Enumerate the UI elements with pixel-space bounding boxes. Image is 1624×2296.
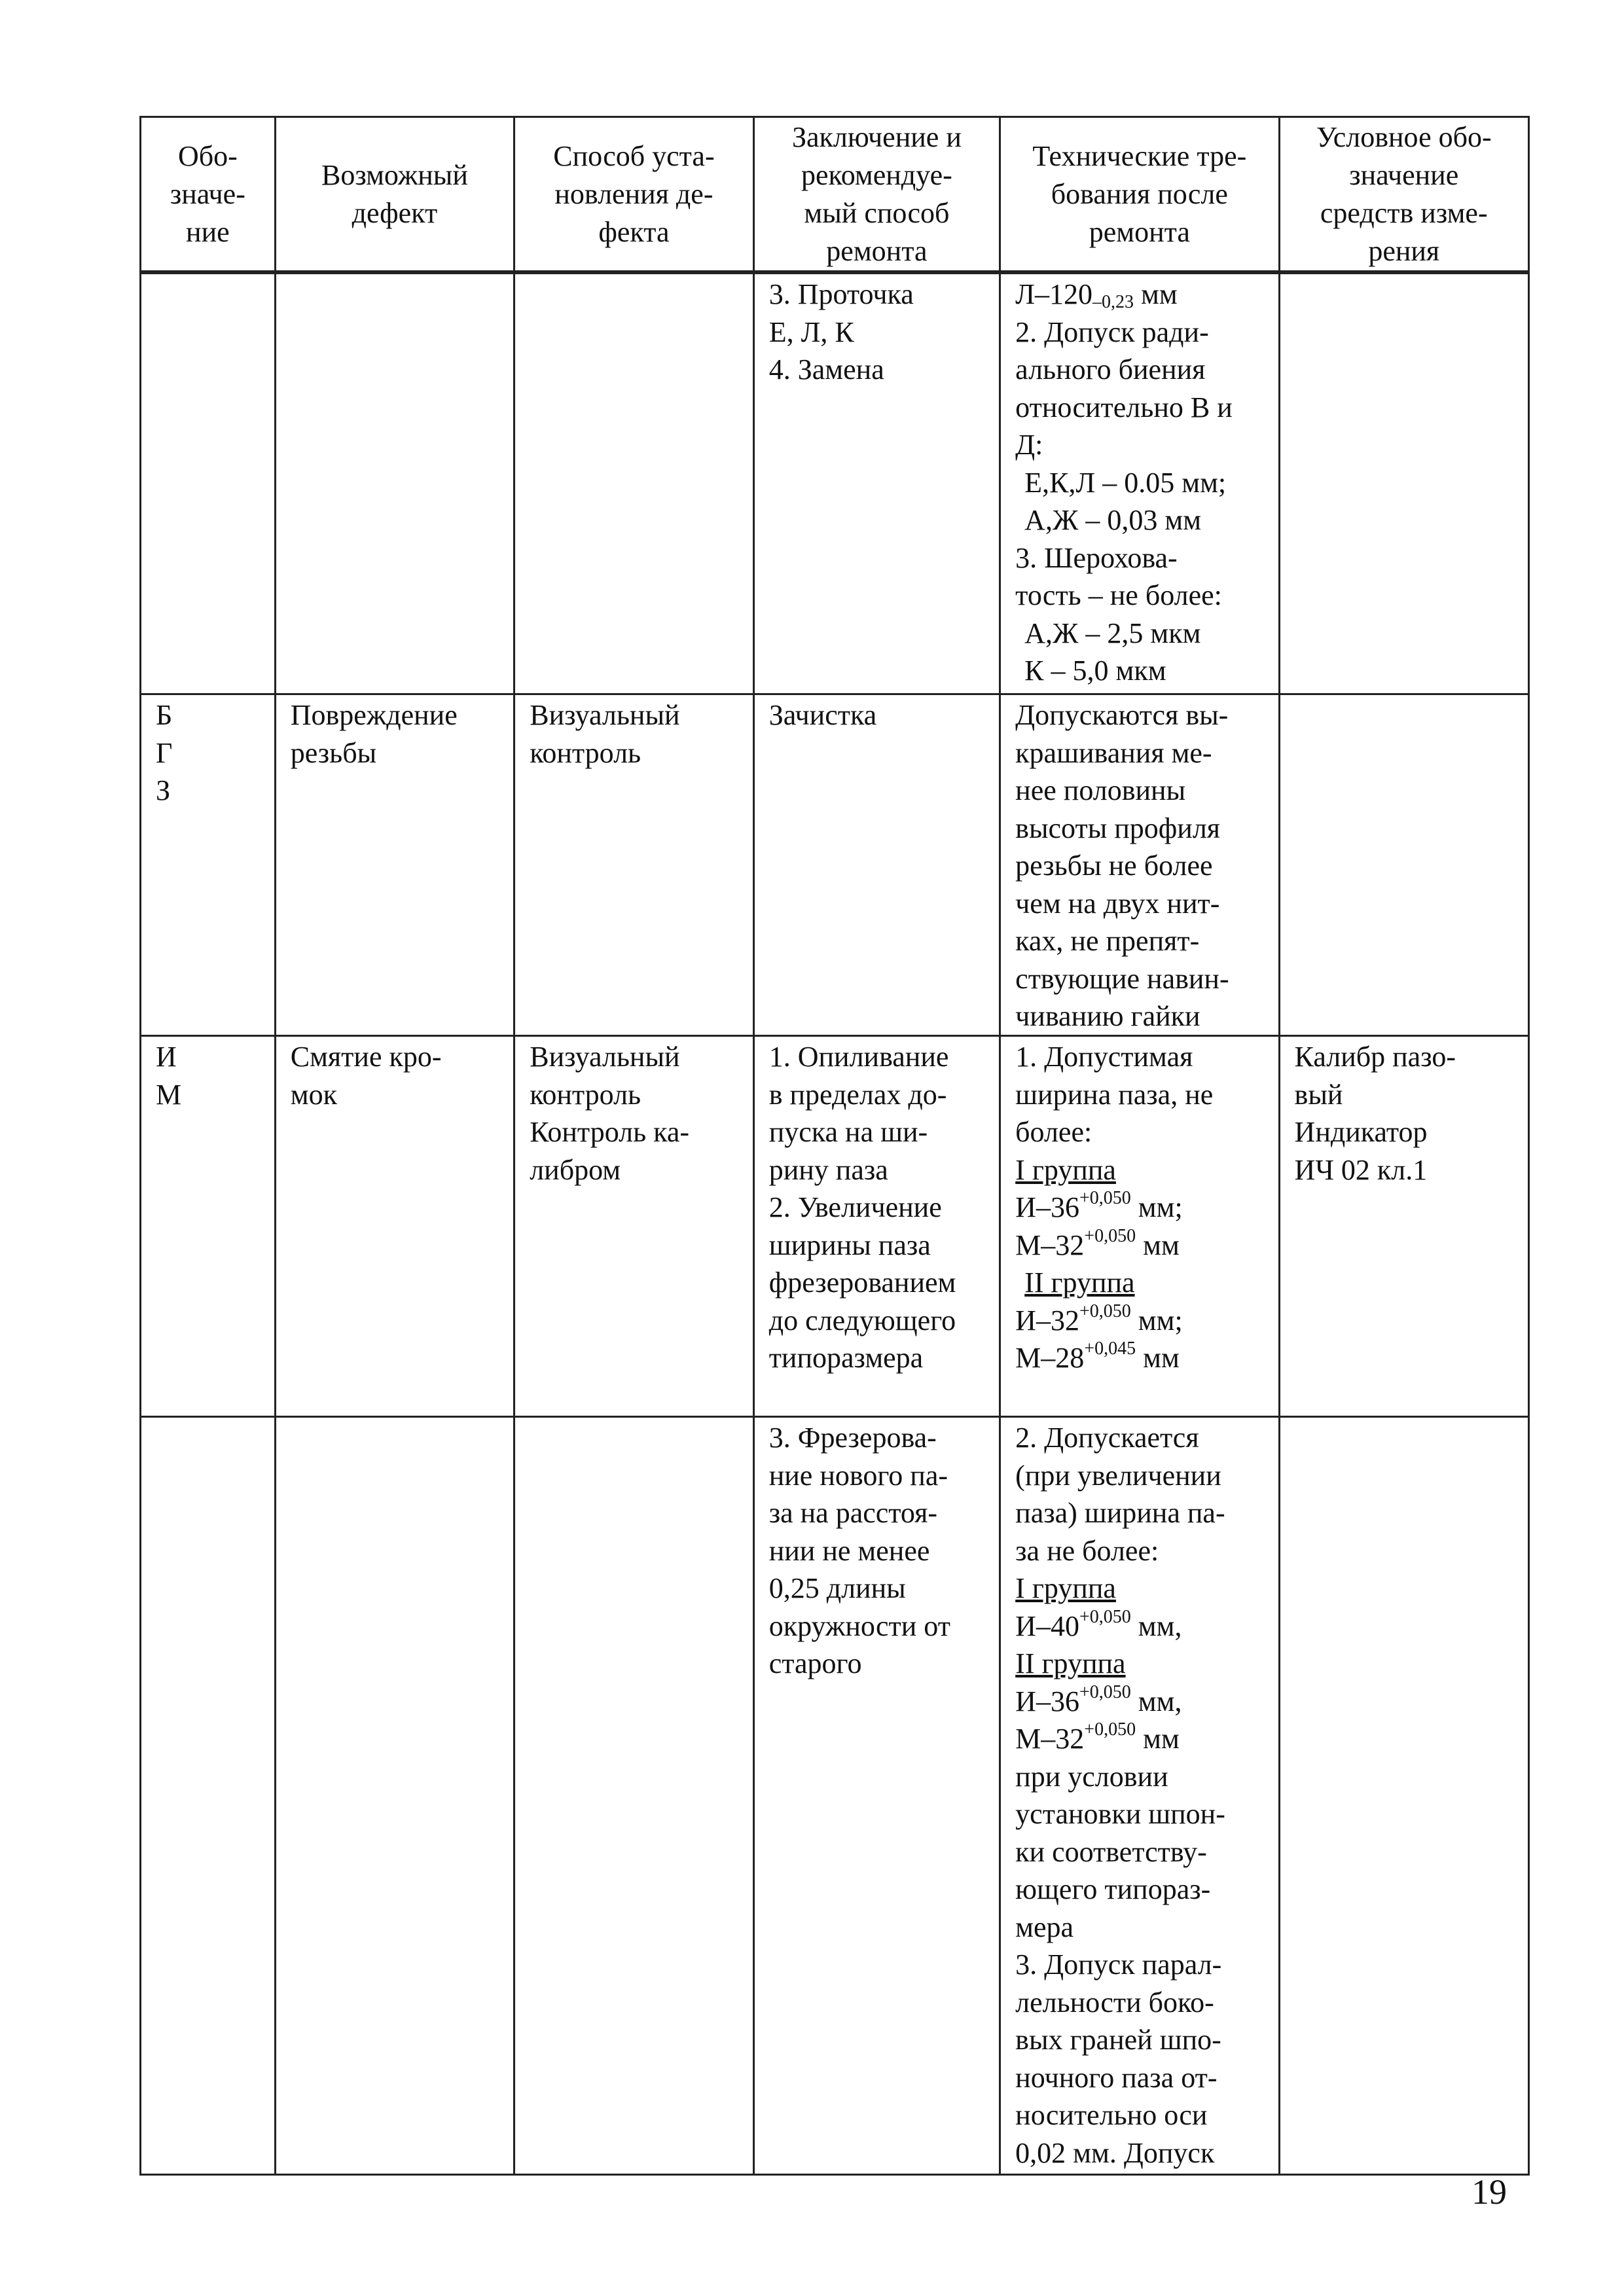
text-line: Калибр пазо- (1294, 1041, 1456, 1073)
conclusion-cell (755, 695, 1001, 1035)
text-line: рекомендуе- (801, 158, 952, 191)
text-line: типоразмера (768, 1342, 924, 1374)
text-line: мый способ (804, 196, 950, 229)
detection-cell (515, 1418, 754, 2174)
text-line: 2. Увеличение (768, 1191, 942, 1223)
text-line: окружности от (768, 1609, 950, 1642)
tools-cell (1280, 695, 1530, 1035)
text-line: ремонта (826, 234, 928, 267)
text-line: 3. Шерохова- (1015, 541, 1178, 574)
conclusion-cell (755, 1418, 1001, 2174)
text-line: (при увеличении (1015, 1459, 1221, 1492)
text-line: лельности боко- (1015, 1986, 1214, 2018)
text-line: Индикатор (1294, 1116, 1428, 1148)
text-line: за на расстоя- (768, 1497, 937, 1529)
text-line: нее половины (1015, 774, 1186, 806)
text-line: крашивания ме- (1015, 736, 1212, 769)
defect-cell (276, 1418, 515, 2174)
conclusion-cell (755, 274, 1001, 693)
group-2-label: II группа (1015, 1647, 1126, 1679)
designation-cell (141, 695, 276, 1035)
size-spec: $И-40^{+0,050}$ мм, (1015, 1606, 1182, 1642)
text-line: носительно оси (1015, 2099, 1208, 2131)
defect-cell (276, 1037, 515, 1416)
defect-cell (276, 274, 515, 693)
text-line: относительно В и (1015, 391, 1233, 423)
text-line: Повреждение (290, 699, 458, 731)
size-spec: $М-28^{+0,045}$ мм (1015, 1338, 1180, 1374)
group-1-label: I группа (1015, 1153, 1116, 1186)
text-line: Способ уста- (553, 139, 715, 172)
text-line: вых граней шпо- (1015, 2024, 1221, 2056)
text-line: при условии (1015, 1760, 1168, 1793)
text-line: установки шпон- (1015, 1798, 1225, 1830)
text-line: фрезерованием (768, 1266, 956, 1299)
text-line: резьбы (290, 736, 377, 769)
text-line: 3. Фрезерова- (768, 1422, 937, 1454)
text-line: Условное обо- (1316, 120, 1492, 153)
text-line: вый (1294, 1078, 1343, 1111)
text-line: ширины паза (768, 1229, 931, 1261)
text-line: 0,25 длины (768, 1572, 906, 1604)
text-line: старого (768, 1647, 862, 1679)
defects-table (139, 116, 1530, 2176)
text-line: Визуальный (530, 1041, 680, 1073)
text-line: Смятие кро- (290, 1041, 442, 1073)
text-line: Е, Л, К (768, 315, 854, 348)
text-line: Обо- (177, 139, 238, 172)
text-line: ИЧ 02 кл.1 (1294, 1153, 1428, 1186)
text-line: значение (1349, 158, 1459, 191)
requirements-cell (1001, 695, 1280, 1035)
text-line: значе- (170, 177, 245, 210)
header-designation (141, 118, 276, 270)
text-line: за не более: (1015, 1534, 1159, 1567)
text-line: рения (1368, 234, 1440, 267)
designation-cell (141, 274, 276, 693)
text-line: более: (1015, 1116, 1092, 1148)
text-line: либром (530, 1153, 621, 1186)
text-line: Заключение и (791, 120, 962, 153)
header-measuring-tools (1280, 118, 1530, 270)
text-line: Контроль ка- (530, 1116, 690, 1148)
size-spec: $И-36^{+0,050}$ мм, (1015, 1681, 1182, 1717)
text-line: нии не менее (768, 1534, 930, 1567)
table-header (139, 116, 1530, 274)
text-line: Д: (1015, 429, 1043, 461)
text-line: новления де- (554, 177, 713, 210)
text-line: до следующего (768, 1304, 956, 1336)
detection-cell (515, 274, 754, 693)
text-line: ки соответству- (1015, 1835, 1207, 1868)
text-line: Е,К,Л – 0.05 мм; (1024, 466, 1227, 499)
text-line: Б (156, 699, 173, 731)
table-row (139, 695, 1530, 1037)
size-spec: $И-32^{+0,050}$ мм; (1015, 1300, 1183, 1336)
size-spec: $М-32^{+0,050}$ мм (1015, 1719, 1180, 1755)
requirements-cell (1001, 1037, 1280, 1416)
header-conclusion (755, 118, 1001, 270)
group-1-label: I группа (1015, 1572, 1116, 1604)
requirements-cell (1001, 1418, 1280, 2174)
text-line: Возможный (321, 158, 468, 191)
text-line: бования после (1051, 177, 1228, 210)
text-line: контроль (530, 1078, 641, 1111)
text-line: паза) ширина па- (1015, 1497, 1225, 1529)
text-line: резьбы не более (1015, 850, 1213, 882)
text-line: ального биения (1015, 353, 1206, 386)
text-line: ках, не препят- (1015, 925, 1200, 957)
text-line: тость – не более: (1015, 579, 1222, 611)
detection-cell (515, 695, 754, 1035)
text-line: К – 5,0 мкм (1024, 655, 1166, 687)
defect-cell (276, 695, 515, 1035)
text-line: высоты профиля (1015, 812, 1221, 844)
designation-cell (141, 1418, 276, 2174)
header-defect (276, 118, 515, 270)
detection-cell (515, 1037, 754, 1416)
text-line: 0,02 мм. Допуск (1015, 2136, 1215, 2169)
text-line: пуска на ши- (768, 1116, 928, 1148)
text-line: 1. Опиливание (768, 1041, 949, 1073)
conclusion-cell (755, 1037, 1001, 1416)
text-line: Зачистка (768, 699, 877, 731)
text-line: ширина паза, не (1015, 1078, 1214, 1111)
text-line: рину паза (768, 1153, 888, 1186)
text-line: 4. Замена (768, 353, 884, 386)
header-detection-method (515, 118, 754, 270)
text-line: ющего типораз- (1015, 1873, 1211, 1905)
text-line: 2. Допуск ради- (1015, 315, 1209, 348)
text-line: контроль (530, 736, 641, 769)
text-line: З (156, 774, 171, 806)
text-line: ремонта (1089, 215, 1190, 248)
requirements-cell (1001, 274, 1280, 693)
size-spec: $Л-120_{-0,23}$ мм (1015, 278, 1178, 312)
size-spec: $М-32^{+0,050}$ мм (1015, 1225, 1180, 1261)
tools-cell (1280, 1037, 1530, 1416)
text-line: фекта (598, 215, 670, 248)
designation-cell (141, 1037, 276, 1416)
text-line: ночного паза от- (1015, 2061, 1218, 2094)
header-requirements (1001, 118, 1280, 270)
text-line: ние нового па- (768, 1459, 948, 1492)
text-line: 3. Допуск парал- (1015, 1948, 1222, 1981)
text-line: ствующие навин- (1015, 962, 1229, 995)
text-line: Г (156, 736, 173, 769)
text-line: 1. Допустимая (1015, 1041, 1193, 1073)
table-row (139, 1418, 1530, 2176)
text-line: А,Ж – 2,5 мкм (1024, 617, 1201, 649)
tools-cell (1280, 274, 1530, 693)
text-line: мок (290, 1078, 337, 1111)
text-line: М (156, 1078, 182, 1111)
table-row (139, 1037, 1530, 1418)
text-line: в пределах до- (768, 1078, 947, 1111)
group-2-label: II группа (1024, 1266, 1135, 1299)
page-number: 19 (1471, 2172, 1507, 2212)
text-line: А,Ж – 0,03 мм (1024, 504, 1202, 536)
text-line: 2. Допускается (1015, 1422, 1199, 1454)
text-line: Визуальный (530, 699, 680, 731)
text-line: мера (1015, 1910, 1074, 1943)
text-line: чем на двух нит- (1015, 887, 1220, 920)
table-row (139, 274, 1530, 695)
text-line: Технические тре- (1032, 139, 1247, 172)
text-line: чиванию гайки (1015, 1000, 1200, 1032)
text-line: дефект (352, 196, 438, 229)
text-line: ние (186, 215, 230, 248)
text-line: И (156, 1041, 177, 1073)
size-spec: $И-36^{+0,050}$ мм; (1015, 1188, 1183, 1223)
text-line: 3. Проточка (768, 278, 914, 310)
tools-cell (1280, 1418, 1530, 2174)
text-line: средств изме- (1320, 196, 1488, 229)
text-line: Допускаются вы- (1015, 699, 1229, 731)
